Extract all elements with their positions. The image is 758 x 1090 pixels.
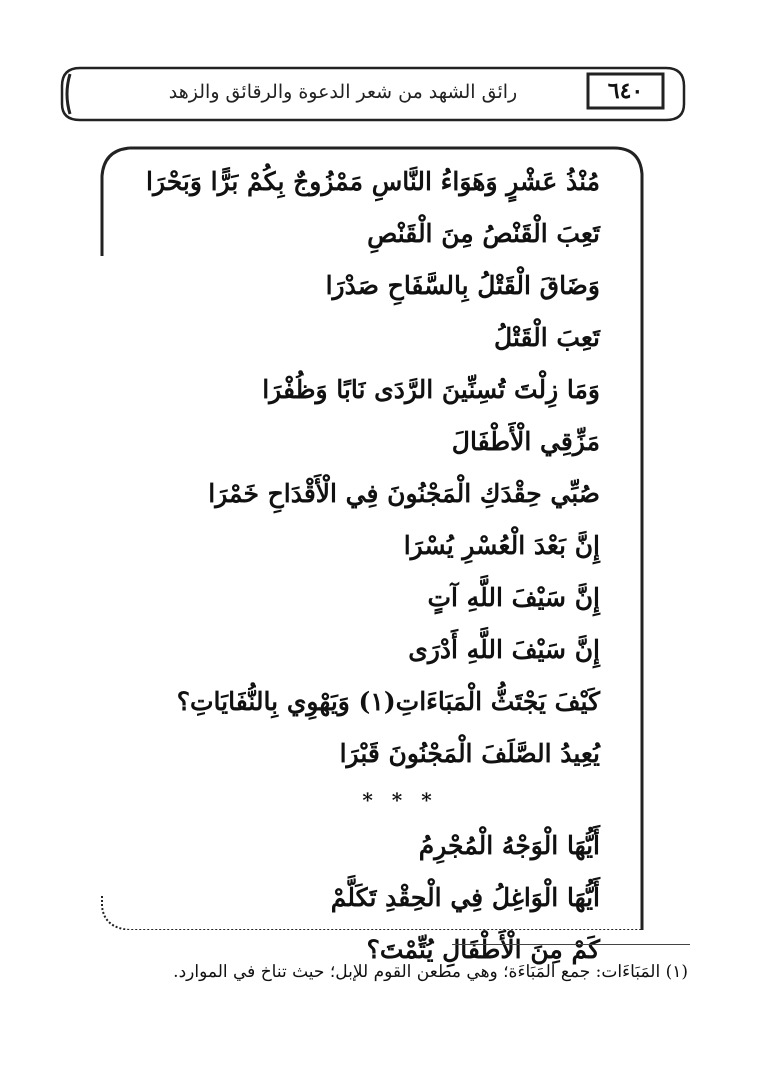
poem-line: أَيُّهَا الْوَاغِلُ فِي الْحِقْدِ تَكَلَّمْ xyxy=(330,883,600,912)
poem-line: وَمَا زِلْتَ تُسِنِّينَ الرَّدَى نَابًا وَظُفْرَا xyxy=(262,375,600,404)
poem-line: إِنَّ سَيْفَ اللَّهِ آتٍ xyxy=(427,583,600,612)
poem-line: أَيُّهَا الْوَجْهُ الْمُجْرِمُ xyxy=(418,831,600,860)
page-number: ٦٤٠ xyxy=(607,78,644,104)
poem-line: مَزِّقِي الْأَطْفَالَ xyxy=(451,427,600,456)
poem-line: كَمْ مِنَ الْأَطْفَالِ يُتِّمْتَ؟ xyxy=(366,935,600,964)
poem xyxy=(140,156,600,976)
running-title: رائق الشهد من شعر الدعوة والرقائق والزهد xyxy=(168,81,518,103)
poem-line: صُبِّي حِقْدَكِ الْمَجْنُونَ فِي الْأَقْدَاحِ خَمْرَا xyxy=(208,479,600,508)
running-header xyxy=(58,64,688,124)
stanza-separator: * * * xyxy=(362,788,438,812)
poem-line: إِنَّ سَيْفَ اللَّهِ أَدْرَى xyxy=(408,635,600,664)
poem-line: يُعِيدُ الصَّلَفَ الْمَجْنُونَ قَبْرَا xyxy=(339,739,600,768)
footnote: (١) المَبَاءَات: جمع المَبَاءَة؛ وهي مطعن القوم للإبل؛ حيث تناخ في الموارد. xyxy=(173,962,688,982)
poem-line: كَيْفَ يَجْتَثُّ الْمَبَاءَاتِ(١) وَيَهْوِي بِالنُّفَايَاتِ؟ xyxy=(176,687,600,716)
footnote-divider xyxy=(452,944,690,945)
poem-line: وَضَاقَ الْقَتْلُ بِالسَّفَاحِ صَدْرَا xyxy=(325,271,600,300)
poem-line: إِنَّ بَعْدَ الْعُسْرِ يُسْرَا xyxy=(403,531,600,560)
poem-line: مُنْذُ عَشْرٍ وَهَوَاءُ النَّاسِ مَمْزُوجٌ بِكُمْ بَرًّا وَبَحْرَا xyxy=(146,167,600,196)
poem-line: تَعِبَ الْقَنْصُ مِنَ الْقَنْصِ xyxy=(367,219,600,248)
poem-line: تَعِبَ الْقَتْلُ xyxy=(494,323,600,352)
